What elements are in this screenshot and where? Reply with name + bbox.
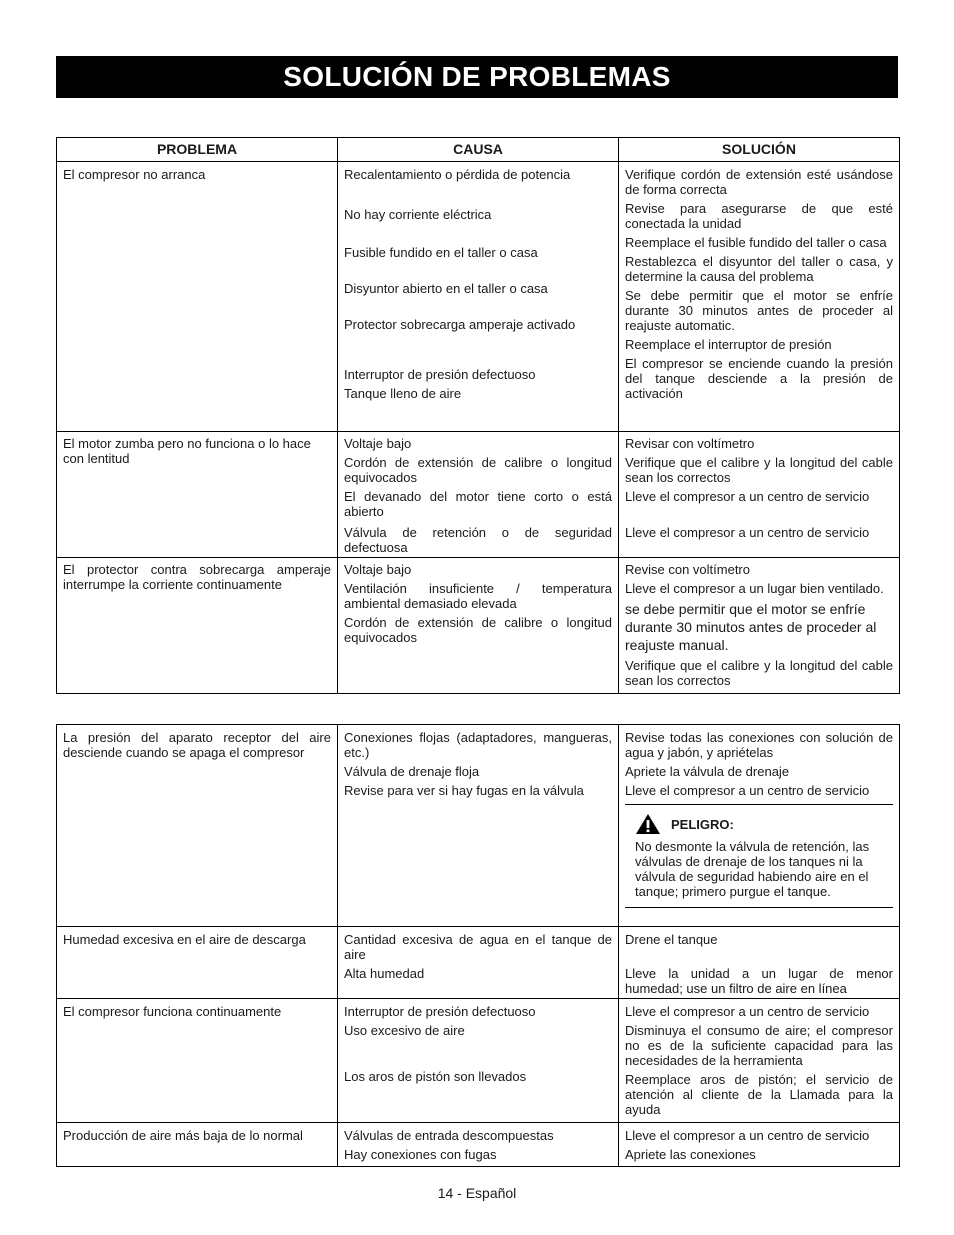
cause-item: Ventilación insuficiente / temperatura ambiental demasiado elevada (344, 581, 612, 611)
solution-item: Lleve el compresor a un centro de servicio (625, 1004, 870, 1019)
danger-text: No desmonte la válvula de retención, las válvulas de drenaje de los tanques ni la válvula de seguridad habiendo aire en el tanque; primero purgue el tanque. (635, 839, 870, 899)
cause-item: Protector sobrecarga amperaje activado (344, 317, 576, 332)
solution-item: Lleve el compresor a un centro de servicio (625, 489, 870, 504)
cause-item: Voltaje bajo (344, 436, 412, 451)
cause-item: No hay corriente eléctrica (344, 207, 492, 222)
problem-cell: El motor zumba pero no funciona o lo hace con lentitud (63, 436, 311, 466)
solution-item: Lleve el compresor a un centro de servicio (625, 525, 870, 540)
problem-cell: El compresor funciona continuamente (63, 1004, 282, 1019)
troubleshooting-table-1 (56, 137, 900, 694)
danger-notice (625, 804, 893, 908)
cause-item: Voltaje bajo (344, 562, 412, 577)
problem-cell: Humedad excesiva en el aire de descarga (63, 932, 306, 947)
solution-item: El compresor se enciende cuando la presión del tanque desciende a la presión de activación (625, 356, 893, 401)
warning-triangle-icon (635, 813, 661, 835)
danger-label: PELIGRO: (671, 816, 734, 832)
page-title: SOLUCIÓN DE PROBLEMAS (56, 56, 898, 98)
solution-item: se debe permitir que el motor se enfríe durante 30 minutos antes de proceder al reajuste manual. (625, 601, 877, 653)
solution-item: Disminuya el consumo de aire; el compresor no es de la suficiente capacidad para las necesidades de la herramienta (625, 1023, 893, 1068)
cause-item: Válvula de drenaje floja (344, 764, 480, 779)
cause-item: Interruptor de presión defectuoso (344, 1004, 536, 1019)
header-problem: PROBLEMA (57, 138, 338, 162)
table-row (57, 432, 900, 558)
cause-item: Fusible fundido en el taller o casa (344, 245, 538, 260)
cause-item: Los aros de pistón son llevados (344, 1069, 527, 1084)
solution-item: Lleve el compresor a un lugar bien ventilado. (625, 581, 884, 596)
cause-item: Válvula de retención o de seguridad defectuosa (344, 525, 612, 555)
cause-item: Conexiones flojas (adaptadores, mangueras, etc.) (344, 730, 612, 760)
solution-item: Revise con voltímetro (625, 562, 750, 577)
solution-item: Revisar con voltímetro (625, 436, 755, 451)
solution-item: Lleve el compresor a un centro de servicio (625, 783, 870, 798)
cause-item: Válvulas de entrada descompuestas (344, 1128, 554, 1143)
solution-item: Lleve el compresor a un centro de servicio (625, 1128, 870, 1143)
solution-item: Reemplace el fusible fundido del taller o casa (625, 235, 887, 250)
cause-item: Interruptor de presión defectuoso (344, 367, 536, 382)
solution-item: Drene el tanque (625, 932, 718, 947)
solution-item: Verifique que el calibre y la longitud del cable sean los correctos (625, 455, 893, 485)
cause-item: Hay conexiones con fugas (344, 1147, 497, 1162)
solution-item: Revise para asegurarse de que esté conectada la unidad (625, 201, 893, 231)
solution-item: Se debe permitir que el motor se enfríe durante 30 minutos antes de proceder al reajuste automatic. (625, 288, 893, 333)
table-row (57, 999, 900, 1123)
page-footer: 14 - Español (437, 1185, 517, 1201)
solution-item: Apriete las conexiones (625, 1147, 756, 1162)
troubleshooting-table-2 (56, 724, 900, 1167)
header-row (57, 138, 900, 162)
solution-item: Revise todas las conexiones con solución de agua y jabón, y apriételas (625, 730, 893, 760)
cause-item: Tanque lleno de aire (344, 386, 462, 401)
cause-item: Recalentamiento o pérdida de potencia (344, 167, 571, 182)
problem-cell: Producción de aire más baja de lo normal (63, 1128, 303, 1143)
solution-item: Apriete la válvula de drenaje (625, 764, 790, 779)
table-row (57, 162, 900, 432)
cause-item: Revise para ver si hay fugas en la válvula (344, 783, 584, 798)
table-row (57, 927, 900, 999)
table-row (57, 558, 900, 694)
solution-item: Lleve la unidad a un lugar de menor humedad; use un filtro de aire en línea (625, 966, 893, 996)
solution-item: Reemplace aros de pistón; el servicio de atención al cliente de la Llamada para la ayuda (625, 1072, 893, 1117)
cause-item: Cordón de extensión de calibre o longitud equivocados (344, 455, 612, 485)
cause-item: Cantidad excesiva de agua en el tanque de aire (344, 932, 612, 962)
table-row (57, 725, 900, 927)
solution-item: Verifique que el calibre y la longitud del cable sean los correctos (625, 658, 893, 688)
header-cause: CAUSA (338, 138, 619, 162)
cause-item: Disyuntor abierto en el taller o casa (344, 281, 548, 296)
cause-item: Uso excesivo de aire (344, 1023, 465, 1038)
solution-item: Reemplace el interruptor de presión (625, 337, 832, 352)
cause-item: Cordón de extensión de calibre o longitud equivocados (344, 615, 612, 645)
problem-cell: El compresor no arranca (63, 167, 206, 182)
cause-item: El devanado del motor tiene corto o está abierto (344, 489, 612, 519)
cause-item: Alta humedad (344, 966, 425, 981)
problem-cell: El protector contra sobrecarga amperaje interrumpe la corriente continuamente (63, 562, 331, 592)
solution-item: Verifique cordón de extensión esté usándose de forma correcta (625, 167, 893, 197)
problem-cell: La presión del aparato receptor del aire desciende cuando se apaga el compresor (63, 730, 331, 760)
header-solution: SOLUCIÓN (619, 138, 900, 162)
solution-item: Restablezca el disyuntor del taller o casa, y determine la causa del problema (625, 254, 893, 284)
table-row (57, 1123, 900, 1167)
